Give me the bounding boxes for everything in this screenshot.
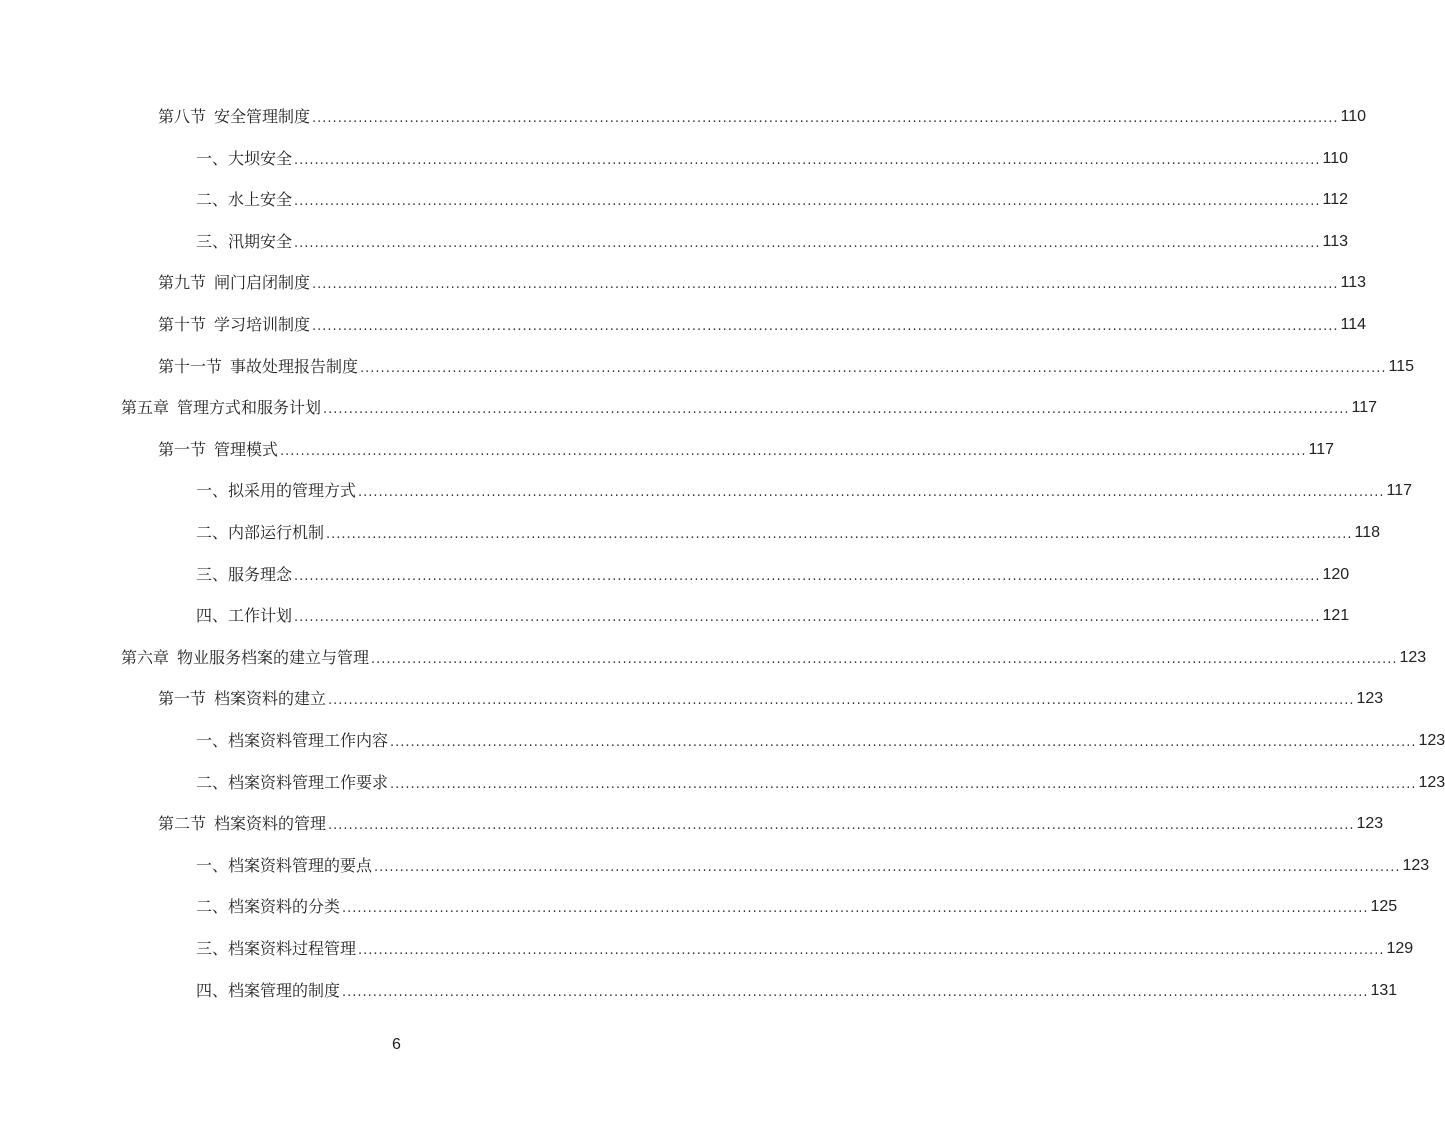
dot-leader: ........................................................................................................................................................................................................ [294, 194, 1321, 210]
toc-entry-title: 闸门启闭制度 [214, 273, 311, 293]
toc-entry[interactable] [158, 105, 1367, 129]
toc-entry-title: 管理方式和服务计划 [177, 398, 322, 418]
dot-leader: ........................................................................................................................................................................................................ [358, 943, 1385, 958]
toc-entry[interactable] [158, 687, 1384, 711]
toc-entry-page: 121 [1322, 607, 1350, 625]
toc-entry[interactable] [121, 646, 1427, 670]
page-number: 6 [392, 1036, 401, 1053]
toc-entry-number: 第二节 [158, 814, 207, 834]
toc-entry[interactable] [196, 729, 1445, 753]
toc-entry-page: 120 [1322, 565, 1350, 583]
toc-entry-page: 123 [1418, 773, 1445, 791]
toc-entry[interactable] [196, 230, 1348, 254]
toc-entry-title: 档案资料的管理 [214, 814, 327, 834]
toc-entry-number: 第一节 [158, 689, 207, 709]
toc-entry-title: 一、档案资料管理的要点 [196, 855, 373, 875]
toc-entry[interactable] [158, 313, 1367, 337]
toc-entry-title: 一、拟采用的管理方式 [196, 481, 357, 501]
dot-leader: ........................................................................................................................................................................................................ [280, 443, 1307, 459]
toc-entry[interactable] [196, 979, 1398, 1003]
toc-entry[interactable] [158, 812, 1384, 836]
toc-entry-number: 第一节 [158, 439, 207, 459]
toc-entry[interactable] [196, 479, 1412, 503]
toc-entry[interactable] [196, 188, 1348, 212]
toc-entry-title: 学习培训制度 [214, 315, 311, 334]
dot-leader: ........................................................................................................................................................................................................ [294, 568, 1321, 584]
toc-entry[interactable] [158, 438, 1335, 462]
dot-leader: ........................................................................................................................................................................................................ [374, 859, 1401, 875]
toc-entry-title: 三、服务理念 [196, 564, 293, 584]
toc-entry-number: 第九节 [158, 273, 207, 293]
toc-entry-number: 第五章 [121, 398, 170, 418]
toc-entry[interactable] [196, 854, 1430, 878]
toc-entry-page: 125 [1370, 898, 1398, 916]
toc-entry-title: 安全管理制度 [214, 107, 311, 126]
toc-entry[interactable] [196, 895, 1398, 919]
toc-entry[interactable] [121, 396, 1378, 420]
toc-entry-title: 一、大坝安全 [196, 148, 293, 168]
toc-entry-page: 123 [1418, 732, 1445, 749]
toc-entry-title: 二、内部运行机制 [196, 523, 325, 542]
dot-leader: ........................................................................................................................................................................................................ [323, 402, 1350, 418]
toc-entry-title: 一、档案资料管理工作内容 [196, 731, 389, 750]
dot-leader: ........................................................................................................................................................................................................ [312, 277, 1339, 293]
dot-leader: ........................................................................................................................................................................................................ [371, 651, 1398, 667]
dot-leader: ........................................................................................................................................................................................................ [342, 901, 1369, 917]
toc-entry-title: 物业服务档案的建立与管理 [177, 647, 370, 667]
toc-entry-title: 档案资料的建立 [214, 689, 327, 709]
toc-entry-title: 二、水上安全 [196, 190, 293, 210]
dot-leader: ........................................................................................................................................................................................................ [390, 776, 1417, 792]
toc-entry-title: 二、档案资料管理工作要求 [196, 772, 389, 792]
toc-entry-title: 三、档案资料过程管理 [196, 939, 357, 958]
dot-leader: ........................................................................................................................................................................................................ [342, 984, 1369, 1000]
toc-entry-page: 115 [1388, 357, 1415, 375]
dot-leader: ........................................................................................................................................................................................................ [328, 693, 1355, 709]
toc-entry-page: 123 [1399, 648, 1427, 666]
dot-leader: ........................................................................................................................................................................................................ [326, 527, 1353, 542]
dot-leader: ........................................................................................................................................................................................................ [312, 111, 1339, 126]
toc-entry-page: 117 [1351, 399, 1378, 417]
toc-entry[interactable] [196, 563, 1350, 587]
toc-entry-number: 第十节 [158, 315, 207, 334]
toc-entry-title: 四、档案管理的制度 [196, 980, 341, 1000]
toc-entry-page: 113 [1322, 232, 1348, 250]
toc-entry[interactable] [196, 521, 1380, 545]
toc-entry-number: 第八节 [158, 107, 207, 126]
toc-entry[interactable] [196, 771, 1445, 795]
toc-entry-page: 123 [1356, 815, 1384, 833]
toc-entry-number: 第十一节 [158, 356, 223, 376]
toc-entry-page: 129 [1386, 940, 1414, 957]
dot-leader: ........................................................................................................................................................................................................ [360, 360, 1387, 376]
toc-entry-page: 110 [1340, 108, 1367, 125]
dot-leader: ........................................................................................................................................................................................................ [390, 735, 1417, 750]
dot-leader: ........................................................................................................................................................................................................ [294, 152, 1321, 168]
dot-leader: ........................................................................................................................................................................................................ [294, 610, 1321, 626]
toc-entry-title: 二、档案资料的分类 [196, 897, 341, 917]
dot-leader: ........................................................................................................................................................................................................ [312, 319, 1339, 334]
toc-entry-page: 113 [1340, 274, 1367, 292]
dot-leader: ........................................................................................................................................................................................................ [358, 485, 1385, 501]
toc-entry[interactable] [158, 355, 1415, 379]
toc-entry[interactable] [196, 147, 1348, 171]
toc-entry[interactable] [158, 271, 1367, 295]
toc-entry-page: 123 [1356, 690, 1384, 708]
toc-entry[interactable] [196, 937, 1414, 961]
dot-leader: ........................................................................................................................................................................................................ [294, 235, 1321, 251]
toc-entry-title: 管理模式 [214, 439, 279, 459]
toc-entry-page: 110 [1322, 149, 1348, 167]
toc-entry-title: 事故处理报告制度 [230, 356, 359, 376]
toc-entry-page: 117 [1308, 440, 1335, 458]
dot-leader: ........................................................................................................................................................................................................ [328, 818, 1355, 834]
toc-entry-title: 三、汛期安全 [196, 231, 293, 251]
toc-entry-page: 123 [1402, 856, 1430, 874]
toc-entry-page: 117 [1386, 482, 1412, 500]
toc-entry-page: 131 [1370, 981, 1398, 999]
toc-entry-page: 112 [1322, 191, 1348, 209]
toc-entry-page: 114 [1340, 316, 1367, 333]
toc-entry-title: 四、工作计划 [196, 606, 293, 626]
toc-entry[interactable] [196, 604, 1350, 628]
toc-entry-number: 第六章 [121, 647, 170, 667]
toc-entry-page: 118 [1354, 524, 1380, 541]
